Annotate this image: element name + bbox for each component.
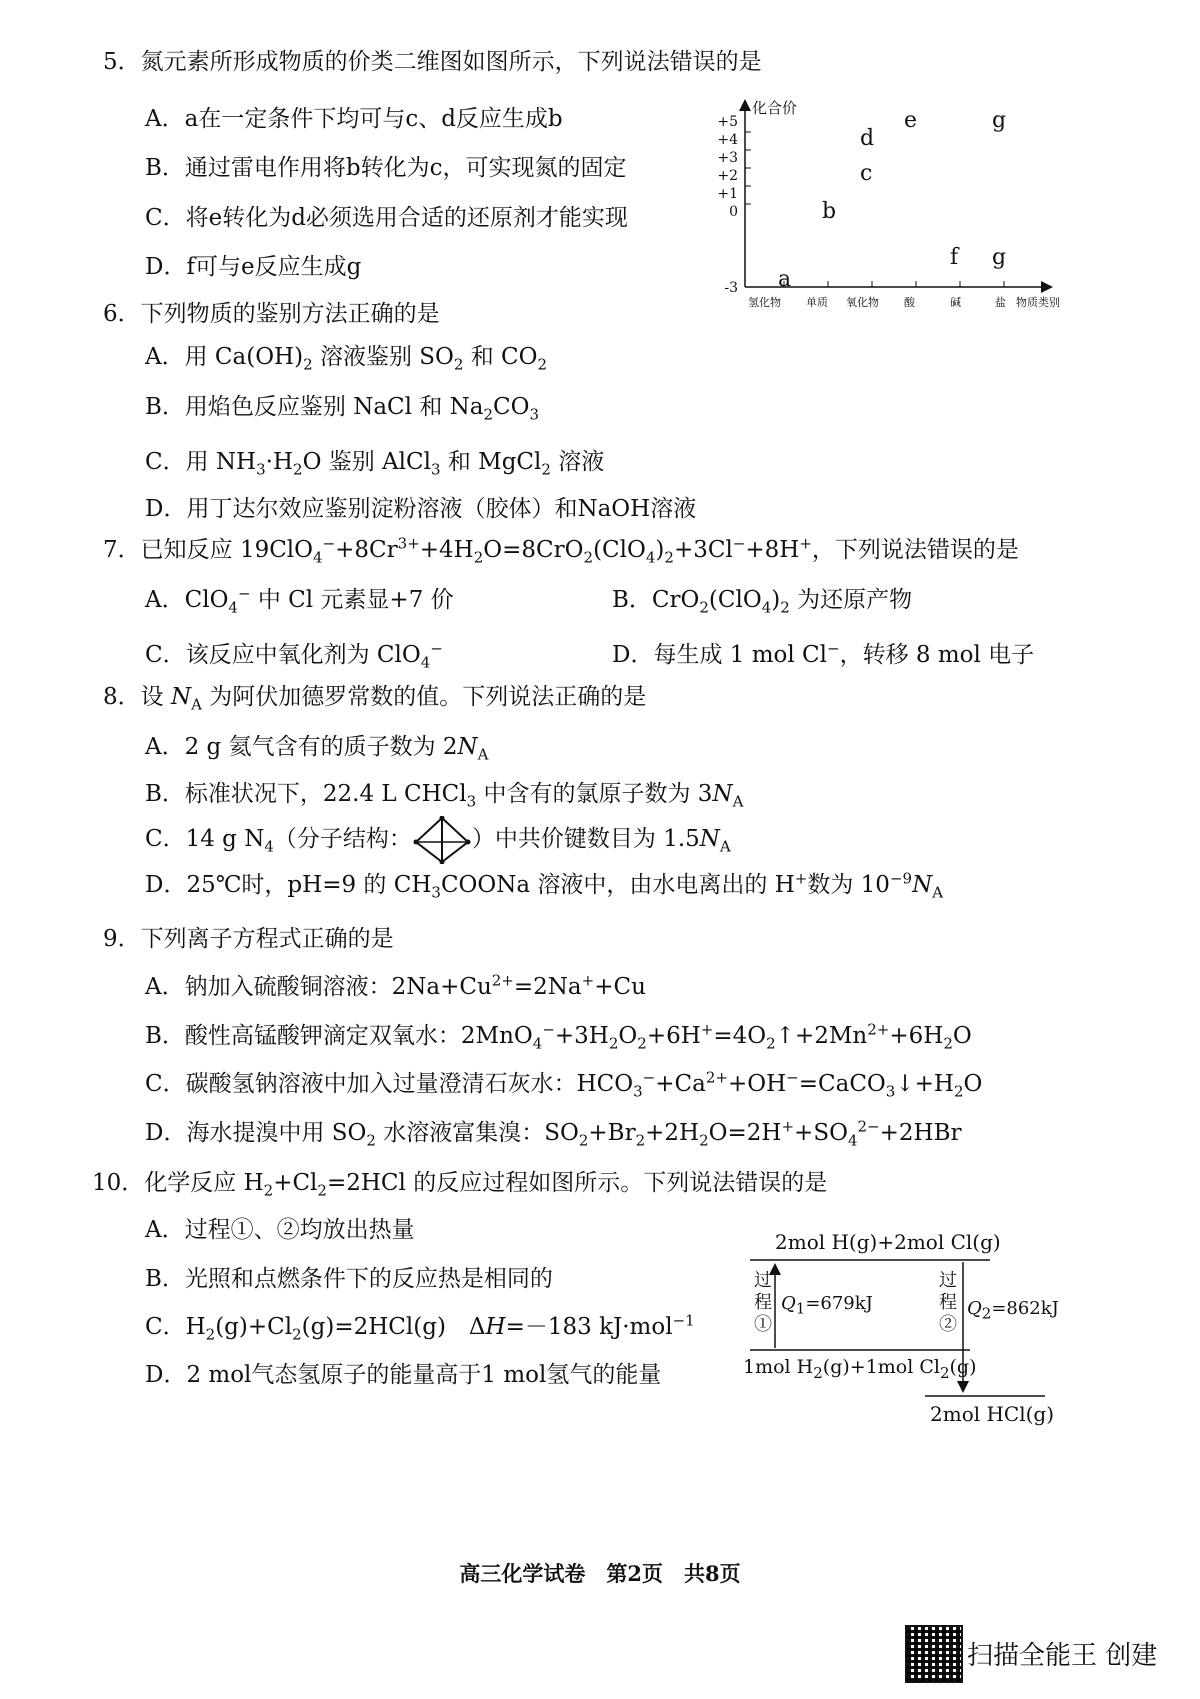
q7-option-d: D．每生成 1 mol Cl−，转移 8 mol 电子 xyxy=(612,639,1035,668)
q7-option-b: B．$CrO_2(ClO_4)_2$ 为还原产物 xyxy=(612,587,913,617)
process-1-label: 过程① xyxy=(754,1270,772,1335)
x-category: 碱 xyxy=(950,296,961,309)
q7-option-a: A．ClO$_4$− 中 Cl 元素显+7 价 xyxy=(145,584,454,617)
q8-option-a: A．2 g 氦气含有的质子数为 $2N_A$ xyxy=(145,734,489,764)
x-category: 氧化物 xyxy=(846,296,879,309)
q6-option-a: A．用 $Ca(OH)_2$ 溶液鉴别 $SO_2$ 和 $CO_2$ xyxy=(145,344,548,374)
q1-label: $Q_1=679kJ$ xyxy=(781,1293,873,1318)
level-middle: 1mol $H_2(g)+1mol$ $Cl_2(g)$ xyxy=(743,1356,977,1382)
point-c: c xyxy=(860,161,873,186)
y-tick: -3 xyxy=(724,280,738,296)
q8-option-b: B．标准状况下，22.4 L CHCl$_3$ 中含有的氯原子数为 $3N_A$ xyxy=(145,781,744,811)
q6-option-b: B．用焰色反应鉴别 NaCl 和 $Na_2CO_3$ xyxy=(145,394,540,424)
energy-diagram xyxy=(743,1228,1065,1426)
q10-option-c: C．$H_2(g)+Cl_2(g)=2HCl(g)$ ΔH=－183 kJ·mol$^{-1}$ xyxy=(145,1311,695,1344)
point-b: b xyxy=(822,199,837,224)
q8-option-d: D．25℃时，pH=9 的 $CH_3COONa$ 溶液中，由水电离出的 H+数为 $10^{-9}N_A$ xyxy=(145,869,944,902)
valence-chart-ylabel: 化合价 xyxy=(752,99,798,117)
q7-stem: 7．已知反应 $19ClO_4^-+8Cr^{3+}+4H_2O=8CrO_2(ClO_4)_2+3Cl^-+8H^+$，下列说法错误的是 xyxy=(103,534,1019,567)
q5-stem: 5．氮元素所形成物质的价类二维图如图所示，下列说法错误的是 xyxy=(103,49,762,75)
point-d: d xyxy=(860,126,875,151)
y-tick: 0 xyxy=(729,204,738,220)
y-tick: +2 xyxy=(717,168,738,184)
q10-stem: 10．化学反应 $H_2+Cl_2=2HCl$ 的反应过程如图所示。下列说法错误的是 xyxy=(92,1170,828,1200)
x-axis-label: 物质类别 xyxy=(1016,296,1060,309)
q6-stem: 6．下列物质的鉴别方法正确的是 xyxy=(103,301,440,327)
y-tick: +1 xyxy=(717,186,738,202)
level-bottom: 2mol HCl(g) xyxy=(930,1402,1055,1426)
page-footer: 高三化学试卷 第2页 共8页 xyxy=(459,1561,741,1586)
q5-option-c: C．将e转化为d必须选用合适的还原剂才能实现 xyxy=(145,205,628,231)
valence-chart-axes xyxy=(700,92,1070,324)
q8-stem: 8．设 $N_A$ 为阿伏加德罗常数的值。下列说法正确的是 xyxy=(103,684,647,714)
q5-option-a: A．a在一定条件下均可与c、d反应生成b xyxy=(145,106,563,132)
level-top: 2mol H(g)+2mol Cl(g) xyxy=(775,1230,1001,1254)
y-tick: +3 xyxy=(717,150,738,166)
q5-option-d: D．f可与e反应生成g xyxy=(145,254,362,280)
point-f: f xyxy=(950,245,959,270)
q5-option-b: B．通过雷电作用将b转化为c，可实现氮的固定 xyxy=(145,155,627,181)
q7-option-c: C．该反应中氧化剂为 ClO$_4$− xyxy=(145,639,443,672)
q6-option-c: C．用 $NH_3\cdot H_2O$ 鉴别 AlCl$_3$ 和 MgCl$_2$ 溶液 xyxy=(145,449,605,479)
point-g-low: g xyxy=(992,245,1007,270)
x-category: 盐 xyxy=(995,296,1006,309)
q9-option-b: B．酸性高锰酸钾滴定双氧水：$2MnO_4^-+3H_2O_2+6H^+=4O_2↑+2Mn^{2+}+6H_2O$ xyxy=(145,1020,972,1053)
q10-option-d: D．2 mol气态氢原子的能量高于1 mol氢气的能量 xyxy=(145,1362,662,1388)
x-category: 单质 xyxy=(806,296,828,309)
point-g-high: g xyxy=(992,108,1007,133)
q10-option-b: B．光照和点燃条件下的反应热是相同的 xyxy=(145,1266,553,1292)
q6-option-d: D．用丁达尔效应鉴别淀粉溶液（胶体）和NaOH溶液 xyxy=(145,496,697,522)
qr-code-icon xyxy=(905,1625,963,1683)
y-tick: +4 xyxy=(717,132,738,148)
q9-option-d: D．海水提溴中用 $SO_2$ 水溶液富集溴：$SO_2+Br_2+2H_2O=2H^++SO_4^{2-}+2HBr$ xyxy=(145,1117,962,1150)
q2-label: $Q_2=862kJ$ xyxy=(967,1298,1059,1323)
q9-option-c: C．碳酸氢钠溶液中加入过量澄清石灰水：$HCO_3^-+Ca^{2+}+OH^-=CaCO_3↓+H_2O$ xyxy=(145,1068,983,1101)
q8-option-c: C．14 g $N_4$（分子结构： ）中共价键数目为 $1.5N_A$ xyxy=(145,824,731,854)
process-2-label: 过程② xyxy=(939,1270,957,1335)
energy-diagram-lines xyxy=(745,1228,1065,1418)
scanner-watermark xyxy=(905,1625,1185,1681)
x-category: 氢化物 xyxy=(748,296,781,309)
point-a: a xyxy=(778,267,792,292)
valence-chart xyxy=(700,92,1070,324)
point-e: e xyxy=(904,108,918,133)
q9-option-a: A．钠加入硫酸铜溶液：$2Na+Cu^{2+}=2Na^++Cu$ xyxy=(145,971,646,1000)
x-category: 酸 xyxy=(904,296,915,309)
watermark-text: 扫描全能王 创建 xyxy=(967,1641,1158,1671)
tetrahedron-icon xyxy=(412,826,472,854)
y-tick: +5 xyxy=(717,114,738,130)
q9-stem: 9．下列离子方程式正确的是 xyxy=(103,926,394,952)
q10-option-a: A．过程①、②均放出热量 xyxy=(145,1217,415,1243)
